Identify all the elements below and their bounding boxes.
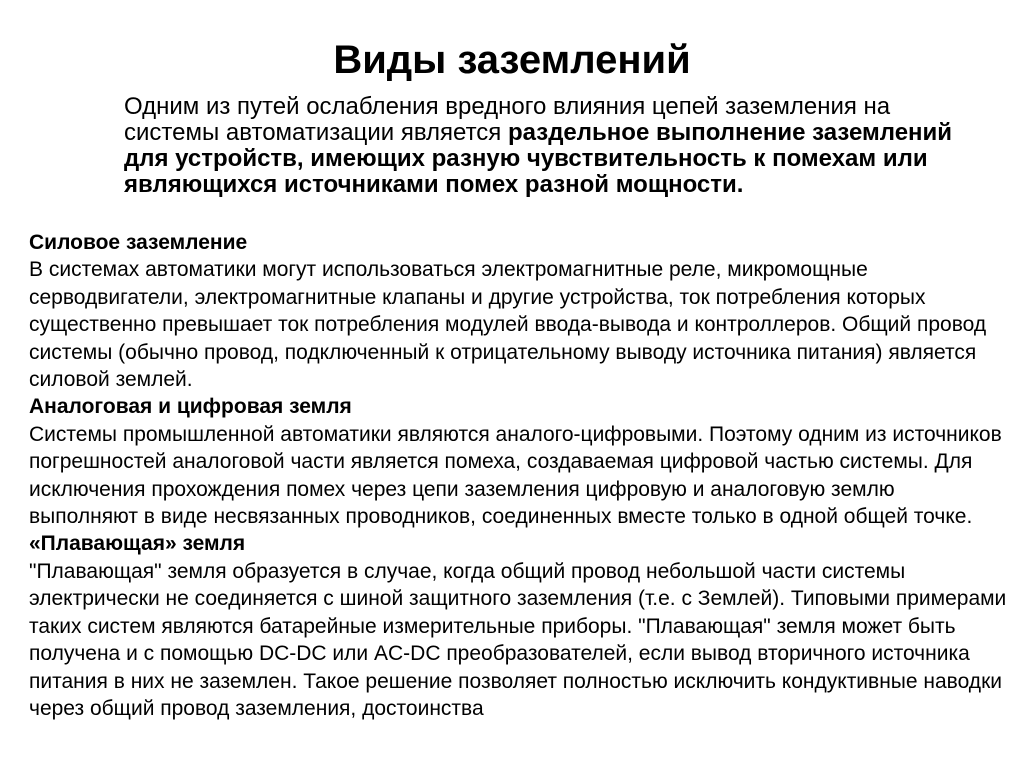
slide-title: Виды заземлений xyxy=(333,38,691,82)
section-text-analog-digital-ground: Системы промышленной автоматики являются аналого-цифровыми. Поэтому одним из источников погрешностей аналоговой части является помеха, создаваемая цифровой частью системы. Для исключения прохождения помех через цепи заземления цифровую и аналоговую землю выполняют в виде несвязанных проводников, соединенных вместе только в одной общей точке. xyxy=(29,422,1002,529)
section-floating-ground xyxy=(29,530,1009,722)
section-analog-digital-ground xyxy=(29,393,1009,530)
intro-lead-text: Одним из путей ослабления вредного влияния цепей заземления на системы автоматизации является xyxy=(124,93,891,146)
section-heading-analog-digital-ground: Аналоговая и цифровая земля xyxy=(29,395,352,419)
section-text-floating-ground: "Плавающая" земля образуется в случае, когда общий провод небольшой части системы электрически не соединяется с шиной защитного заземления (т.е. с Землей). Типовыми примерами таких систем являются батарейные измерительные приборы. "Плавающая" земля может быть получена и с помощью DC-DC или AC-DC преобразователей, если вывод вторичного источника питания в них не заземлен. Такое решение позволяет полностью исключить кондуктивные наводки через общий провод заземления, достоинства xyxy=(29,559,1007,720)
section-heading-power-ground: Силовое заземление xyxy=(29,231,248,254)
intro-paragraph xyxy=(124,94,984,198)
content-body xyxy=(29,229,1009,722)
intro-emphasis-text: раздельное выполнение заземлений для устройств, имеющих разную чувствительность к помехам или являющихся источниками помех разной мощности. xyxy=(124,119,953,198)
section-power-ground xyxy=(29,229,1009,393)
section-heading-floating-ground: «Плавающая» земля xyxy=(29,532,246,556)
section-text-power-ground: В системах автоматики могут использоваться электромагнитные реле, микромощные серводвигатели, электромагнитные клапаны и другие устройства, ток потребления которых существенно превышает ток потребления модулей ввода-вывода и контроллеров. Общий провод системы (обычно провод, подключенный к отрицательному выводу источника питания) является силовой землей. xyxy=(29,258,987,392)
